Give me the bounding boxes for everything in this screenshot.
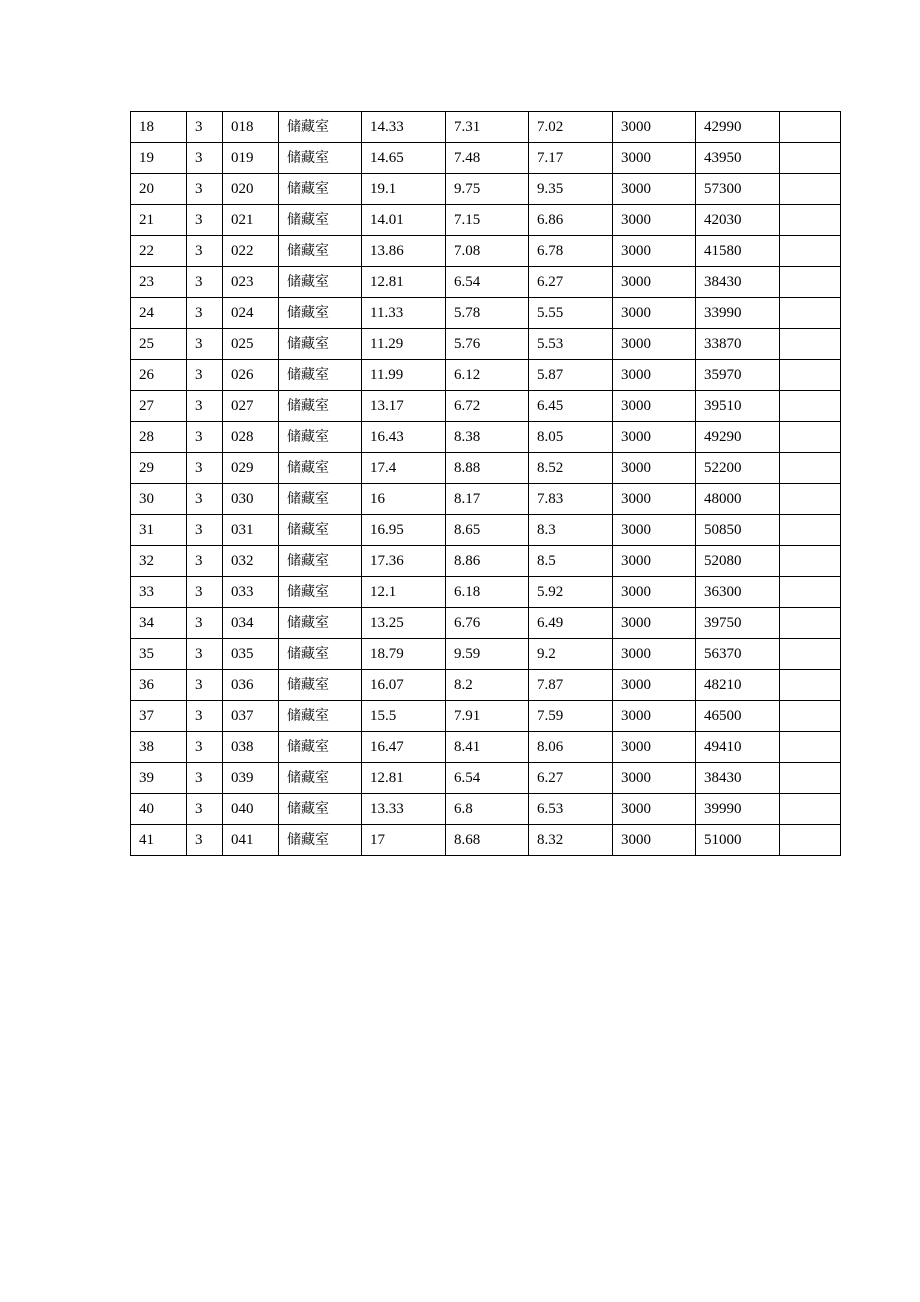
room-code-cell: 021: [223, 205, 279, 236]
value-b-cell: 8.06: [529, 732, 613, 763]
floor-cell: 3: [187, 763, 223, 794]
room-code-cell: 024: [223, 298, 279, 329]
total-price-cell: 50850: [696, 515, 780, 546]
value-b-cell: 9.2: [529, 639, 613, 670]
room-name-cell: 储藏室: [279, 360, 362, 391]
row-no-cell: 22: [131, 236, 187, 267]
floor-cell: 3: [187, 143, 223, 174]
total-price-cell: 35970: [696, 360, 780, 391]
total-price-cell: 33870: [696, 329, 780, 360]
room-code-cell: 018: [223, 112, 279, 143]
total-price-cell: 33990: [696, 298, 780, 329]
table-row: [131, 112, 841, 143]
value-a-cell: 8.2: [446, 670, 529, 701]
remark-cell: [780, 329, 841, 360]
remark-cell: [780, 484, 841, 515]
value-b-cell: 6.27: [529, 267, 613, 298]
value-a-cell: 6.72: [446, 391, 529, 422]
row-no-cell: 25: [131, 329, 187, 360]
unit-price-cell: 3000: [613, 174, 696, 205]
row-no-cell: 36: [131, 670, 187, 701]
value-a-cell: 6.76: [446, 608, 529, 639]
table-body: [131, 112, 841, 856]
room-name-cell: 储藏室: [279, 484, 362, 515]
table-row: [131, 453, 841, 484]
area-cell: 16.95: [362, 515, 446, 546]
row-no-cell: 41: [131, 825, 187, 856]
room-name-cell: 储藏室: [279, 391, 362, 422]
room-name-cell: 储藏室: [279, 825, 362, 856]
total-price-cell: 52200: [696, 453, 780, 484]
area-cell: 11.99: [362, 360, 446, 391]
room-name-cell: 储藏室: [279, 267, 362, 298]
area-cell: 16.43: [362, 422, 446, 453]
remark-cell: [780, 546, 841, 577]
unit-price-cell: 3000: [613, 484, 696, 515]
value-b-cell: 7.87: [529, 670, 613, 701]
area-cell: 13.33: [362, 794, 446, 825]
unit-price-cell: 3000: [613, 298, 696, 329]
unit-price-cell: 3000: [613, 546, 696, 577]
value-a-cell: 9.59: [446, 639, 529, 670]
table-row: [131, 546, 841, 577]
row-no-cell: 40: [131, 794, 187, 825]
floor-cell: 3: [187, 794, 223, 825]
value-b-cell: 7.83: [529, 484, 613, 515]
remark-cell: [780, 732, 841, 763]
room-code-cell: 028: [223, 422, 279, 453]
room-name-cell: 储藏室: [279, 143, 362, 174]
row-no-cell: 34: [131, 608, 187, 639]
remark-cell: [780, 608, 841, 639]
floor-cell: 3: [187, 422, 223, 453]
remark-cell: [780, 112, 841, 143]
table-row: [131, 515, 841, 546]
room-code-cell: 027: [223, 391, 279, 422]
value-b-cell: 6.78: [529, 236, 613, 267]
row-no-cell: 30: [131, 484, 187, 515]
value-b-cell: 6.49: [529, 608, 613, 639]
area-cell: 14.01: [362, 205, 446, 236]
value-a-cell: 6.12: [446, 360, 529, 391]
room-code-cell: 039: [223, 763, 279, 794]
room-name-cell: 储藏室: [279, 329, 362, 360]
remark-cell: [780, 143, 841, 174]
total-price-cell: 38430: [696, 763, 780, 794]
room-name-cell: 储藏室: [279, 794, 362, 825]
value-a-cell: 8.17: [446, 484, 529, 515]
floor-cell: 3: [187, 329, 223, 360]
floor-cell: 3: [187, 608, 223, 639]
unit-price-cell: 3000: [613, 205, 696, 236]
value-b-cell: 8.32: [529, 825, 613, 856]
room-name-cell: 储藏室: [279, 453, 362, 484]
total-price-cell: 42030: [696, 205, 780, 236]
area-cell: 15.5: [362, 701, 446, 732]
unit-price-cell: 3000: [613, 732, 696, 763]
value-b-cell: 5.55: [529, 298, 613, 329]
table-row: [131, 577, 841, 608]
room-code-cell: 041: [223, 825, 279, 856]
table-row: [131, 732, 841, 763]
area-cell: 12.1: [362, 577, 446, 608]
floor-cell: 3: [187, 639, 223, 670]
room-name-cell: 储藏室: [279, 608, 362, 639]
room-name-cell: 储藏室: [279, 763, 362, 794]
value-a-cell: 6.54: [446, 763, 529, 794]
floor-cell: 3: [187, 484, 223, 515]
room-code-cell: 023: [223, 267, 279, 298]
area-cell: 14.33: [362, 112, 446, 143]
value-b-cell: 8.05: [529, 422, 613, 453]
value-a-cell: 7.31: [446, 112, 529, 143]
total-price-cell: 52080: [696, 546, 780, 577]
room-code-cell: 040: [223, 794, 279, 825]
floor-cell: 3: [187, 515, 223, 546]
room-name-cell: 储藏室: [279, 236, 362, 267]
value-b-cell: 9.35: [529, 174, 613, 205]
area-cell: 16.07: [362, 670, 446, 701]
room-code-cell: 035: [223, 639, 279, 670]
remark-cell: [780, 701, 841, 732]
unit-price-cell: 3000: [613, 701, 696, 732]
total-price-cell: 39990: [696, 794, 780, 825]
remark-cell: [780, 360, 841, 391]
value-b-cell: 5.92: [529, 577, 613, 608]
value-a-cell: 7.15: [446, 205, 529, 236]
room-name-cell: 储藏室: [279, 298, 362, 329]
area-cell: 16: [362, 484, 446, 515]
floor-cell: 3: [187, 360, 223, 391]
unit-price-cell: 3000: [613, 577, 696, 608]
unit-price-cell: 3000: [613, 112, 696, 143]
unit-price-cell: 3000: [613, 825, 696, 856]
room-name-cell: 储藏室: [279, 670, 362, 701]
floor-cell: 3: [187, 453, 223, 484]
value-b-cell: 7.02: [529, 112, 613, 143]
row-no-cell: 33: [131, 577, 187, 608]
total-price-cell: 42990: [696, 112, 780, 143]
area-cell: 19.1: [362, 174, 446, 205]
remark-cell: [780, 763, 841, 794]
value-b-cell: 5.87: [529, 360, 613, 391]
room-name-cell: 储藏室: [279, 205, 362, 236]
table-row: [131, 391, 841, 422]
unit-price-cell: 3000: [613, 143, 696, 174]
room-code-cell: 033: [223, 577, 279, 608]
unit-price-cell: 3000: [613, 608, 696, 639]
row-no-cell: 26: [131, 360, 187, 391]
table-row: [131, 639, 841, 670]
total-price-cell: 46500: [696, 701, 780, 732]
table-row: [131, 360, 841, 391]
room-name-cell: 储藏室: [279, 546, 362, 577]
value-a-cell: 6.18: [446, 577, 529, 608]
unit-price-cell: 3000: [613, 670, 696, 701]
remark-cell: [780, 825, 841, 856]
value-b-cell: 6.86: [529, 205, 613, 236]
value-a-cell: 8.65: [446, 515, 529, 546]
room-code-cell: 032: [223, 546, 279, 577]
table-row: [131, 484, 841, 515]
floor-cell: 3: [187, 205, 223, 236]
table-row: [131, 205, 841, 236]
row-no-cell: 29: [131, 453, 187, 484]
value-b-cell: 8.3: [529, 515, 613, 546]
total-price-cell: 38430: [696, 267, 780, 298]
row-no-cell: 20: [131, 174, 187, 205]
area-cell: 17: [362, 825, 446, 856]
remark-cell: [780, 267, 841, 298]
room-name-cell: 储藏室: [279, 732, 362, 763]
table-row: [131, 794, 841, 825]
unit-price-cell: 3000: [613, 453, 696, 484]
value-a-cell: 5.76: [446, 329, 529, 360]
row-no-cell: 18: [131, 112, 187, 143]
row-no-cell: 39: [131, 763, 187, 794]
value-b-cell: 8.5: [529, 546, 613, 577]
value-b-cell: 6.53: [529, 794, 613, 825]
room-name-cell: 储藏室: [279, 112, 362, 143]
storage-room-table: [130, 111, 841, 856]
floor-cell: 3: [187, 825, 223, 856]
unit-price-cell: 3000: [613, 794, 696, 825]
value-b-cell: 8.52: [529, 453, 613, 484]
total-price-cell: 49290: [696, 422, 780, 453]
total-price-cell: 39510: [696, 391, 780, 422]
area-cell: 13.25: [362, 608, 446, 639]
value-b-cell: 6.27: [529, 763, 613, 794]
row-no-cell: 37: [131, 701, 187, 732]
table-row: [131, 763, 841, 794]
value-b-cell: 5.53: [529, 329, 613, 360]
total-price-cell: 48000: [696, 484, 780, 515]
value-a-cell: 8.68: [446, 825, 529, 856]
table-row: [131, 267, 841, 298]
value-a-cell: 8.88: [446, 453, 529, 484]
unit-price-cell: 3000: [613, 422, 696, 453]
area-cell: 16.47: [362, 732, 446, 763]
table-row: [131, 143, 841, 174]
value-a-cell: 8.41: [446, 732, 529, 763]
room-code-cell: 025: [223, 329, 279, 360]
row-no-cell: 32: [131, 546, 187, 577]
value-a-cell: 6.8: [446, 794, 529, 825]
total-price-cell: 57300: [696, 174, 780, 205]
room-code-cell: 036: [223, 670, 279, 701]
unit-price-cell: 3000: [613, 391, 696, 422]
row-no-cell: 21: [131, 205, 187, 236]
value-b-cell: 6.45: [529, 391, 613, 422]
table-row: [131, 329, 841, 360]
unit-price-cell: 3000: [613, 236, 696, 267]
room-code-cell: 026: [223, 360, 279, 391]
total-price-cell: 41580: [696, 236, 780, 267]
remark-cell: [780, 422, 841, 453]
floor-cell: 3: [187, 236, 223, 267]
room-code-cell: 020: [223, 174, 279, 205]
room-name-cell: 储藏室: [279, 577, 362, 608]
remark-cell: [780, 205, 841, 236]
area-cell: 11.29: [362, 329, 446, 360]
row-no-cell: 24: [131, 298, 187, 329]
row-no-cell: 35: [131, 639, 187, 670]
remark-cell: [780, 515, 841, 546]
remark-cell: [780, 794, 841, 825]
total-price-cell: 56370: [696, 639, 780, 670]
table-row: [131, 608, 841, 639]
room-code-cell: 037: [223, 701, 279, 732]
area-cell: 12.81: [362, 763, 446, 794]
value-a-cell: 8.38: [446, 422, 529, 453]
total-price-cell: 51000: [696, 825, 780, 856]
value-a-cell: 7.08: [446, 236, 529, 267]
room-name-cell: 储藏室: [279, 639, 362, 670]
room-code-cell: 031: [223, 515, 279, 546]
area-cell: 14.65: [362, 143, 446, 174]
room-name-cell: 储藏室: [279, 422, 362, 453]
room-code-cell: 038: [223, 732, 279, 763]
floor-cell: 3: [187, 732, 223, 763]
room-name-cell: 储藏室: [279, 174, 362, 205]
area-cell: 12.81: [362, 267, 446, 298]
value-a-cell: 8.86: [446, 546, 529, 577]
remark-cell: [780, 236, 841, 267]
floor-cell: 3: [187, 298, 223, 329]
floor-cell: 3: [187, 546, 223, 577]
room-code-cell: 029: [223, 453, 279, 484]
value-b-cell: 7.17: [529, 143, 613, 174]
remark-cell: [780, 391, 841, 422]
remark-cell: [780, 639, 841, 670]
value-a-cell: 7.48: [446, 143, 529, 174]
remark-cell: [780, 174, 841, 205]
unit-price-cell: 3000: [613, 639, 696, 670]
unit-price-cell: 3000: [613, 515, 696, 546]
room-code-cell: 019: [223, 143, 279, 174]
room-code-cell: 030: [223, 484, 279, 515]
floor-cell: 3: [187, 577, 223, 608]
remark-cell: [780, 298, 841, 329]
total-price-cell: 43950: [696, 143, 780, 174]
total-price-cell: 39750: [696, 608, 780, 639]
floor-cell: 3: [187, 267, 223, 298]
table-row: [131, 422, 841, 453]
row-no-cell: 28: [131, 422, 187, 453]
unit-price-cell: 3000: [613, 763, 696, 794]
remark-cell: [780, 577, 841, 608]
room-code-cell: 034: [223, 608, 279, 639]
unit-price-cell: 3000: [613, 267, 696, 298]
unit-price-cell: 3000: [613, 329, 696, 360]
floor-cell: 3: [187, 174, 223, 205]
area-cell: 13.17: [362, 391, 446, 422]
floor-cell: 3: [187, 670, 223, 701]
table-row: [131, 670, 841, 701]
room-name-cell: 储藏室: [279, 515, 362, 546]
remark-cell: [780, 453, 841, 484]
area-cell: 17.4: [362, 453, 446, 484]
area-cell: 13.86: [362, 236, 446, 267]
table-row: [131, 174, 841, 205]
room-code-cell: 022: [223, 236, 279, 267]
table-row: [131, 701, 841, 732]
value-a-cell: 7.91: [446, 701, 529, 732]
value-a-cell: 6.54: [446, 267, 529, 298]
table-row: [131, 298, 841, 329]
area-cell: 11.33: [362, 298, 446, 329]
remark-cell: [780, 670, 841, 701]
room-name-cell: 储藏室: [279, 701, 362, 732]
value-a-cell: 5.78: [446, 298, 529, 329]
floor-cell: 3: [187, 112, 223, 143]
floor-cell: 3: [187, 391, 223, 422]
total-price-cell: 48210: [696, 670, 780, 701]
unit-price-cell: 3000: [613, 360, 696, 391]
floor-cell: 3: [187, 701, 223, 732]
value-a-cell: 9.75: [446, 174, 529, 205]
total-price-cell: 49410: [696, 732, 780, 763]
total-price-cell: 36300: [696, 577, 780, 608]
row-no-cell: 38: [131, 732, 187, 763]
area-cell: 17.36: [362, 546, 446, 577]
value-b-cell: 7.59: [529, 701, 613, 732]
area-cell: 18.79: [362, 639, 446, 670]
row-no-cell: 19: [131, 143, 187, 174]
row-no-cell: 23: [131, 267, 187, 298]
row-no-cell: 27: [131, 391, 187, 422]
table-row: [131, 825, 841, 856]
table-row: [131, 236, 841, 267]
row-no-cell: 31: [131, 515, 187, 546]
